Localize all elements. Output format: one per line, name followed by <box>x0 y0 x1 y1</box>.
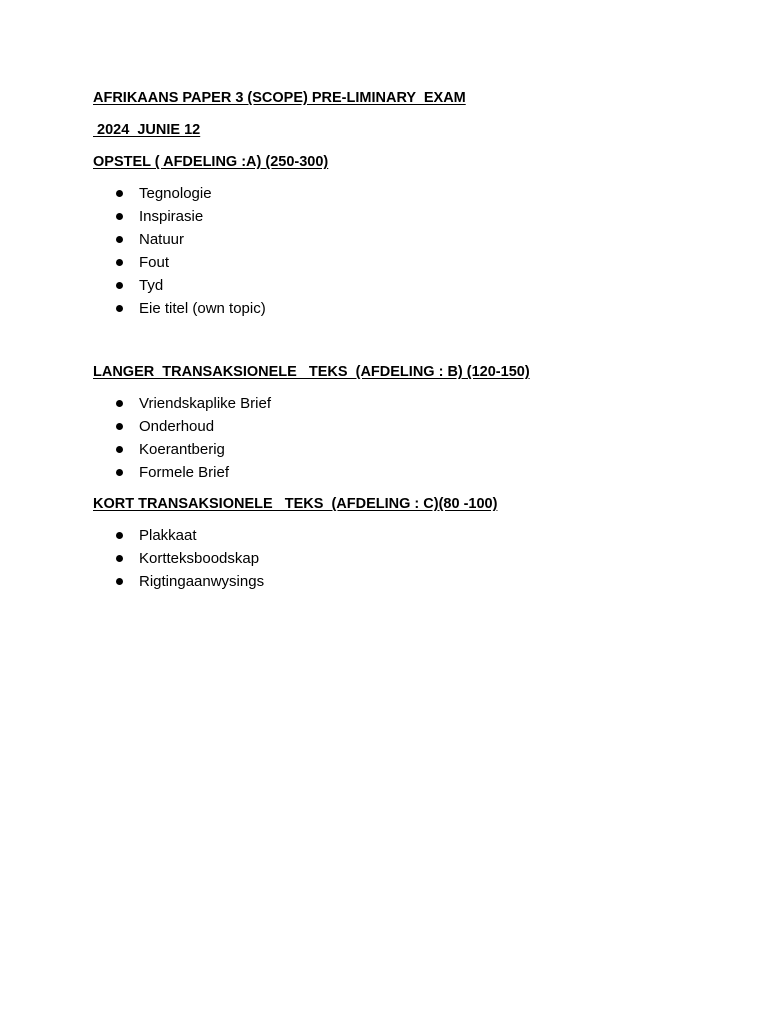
list-item <box>93 274 733 297</box>
bullet-icon <box>116 578 123 585</box>
list-item-text: Formele Brief <box>139 464 230 481</box>
bullet-icon <box>116 305 123 312</box>
bullet-icon <box>116 423 123 430</box>
bullet-icon <box>116 400 123 407</box>
list-item-text: Tegnologie <box>139 185 212 202</box>
list-item <box>93 297 733 320</box>
section-b-heading: LANGER TRANSAKSIONELE TEKS (AFDELING : B) (120-150) <box>93 364 530 380</box>
list-item <box>93 461 733 484</box>
list-item-text: Fout <box>139 254 170 271</box>
list-item-text: Koerantberig <box>139 441 225 458</box>
list-item <box>93 547 733 570</box>
section-c-list <box>93 524 733 593</box>
list-item <box>93 228 733 251</box>
bullet-icon <box>116 236 123 243</box>
list-item <box>93 570 733 593</box>
list-item <box>93 524 733 547</box>
list-item-text: Onderhoud <box>139 418 215 435</box>
list-item <box>93 438 733 461</box>
bullet-icon <box>116 446 123 453</box>
bullet-icon <box>116 190 123 197</box>
list-item-text: Vriendskaplike Brief <box>139 395 272 412</box>
list-item-text: Kortteksboodskap <box>139 550 260 567</box>
list-item <box>93 251 733 274</box>
bullet-icon <box>116 259 123 266</box>
list-item <box>93 205 733 228</box>
list-item-text: Plakkaat <box>139 527 197 544</box>
section-c-heading: KORT TRANSAKSIONELE TEKS (AFDELING : C)(80 -100) <box>93 496 498 512</box>
bullet-icon <box>116 469 123 476</box>
list-item <box>93 182 733 205</box>
list-item-text: Inspirasie <box>139 208 204 225</box>
bullet-icon <box>116 532 123 539</box>
bullet-icon <box>116 213 123 220</box>
list-item-text: Natuur <box>139 231 185 248</box>
document-date: 2024 JUNIE 12 <box>93 122 201 138</box>
document-title: AFRIKAANS PAPER 3 (SCOPE) PRE-LIMINARY EXAM <box>93 90 466 106</box>
bullet-icon <box>116 555 123 562</box>
section-a-list <box>93 182 733 320</box>
section-b-list <box>93 392 733 484</box>
document-content <box>93 88 733 593</box>
list-item <box>93 392 733 415</box>
section-a-heading: OPSTEL ( AFDELING :A) (250-300) <box>93 154 329 170</box>
list-item-text: Rigtingaanwysings <box>139 573 265 590</box>
list-item <box>93 415 733 438</box>
list-item-text: Eie titel (own topic) <box>139 300 266 317</box>
list-item-text: Tyd <box>139 277 164 294</box>
bullet-icon <box>116 282 123 289</box>
